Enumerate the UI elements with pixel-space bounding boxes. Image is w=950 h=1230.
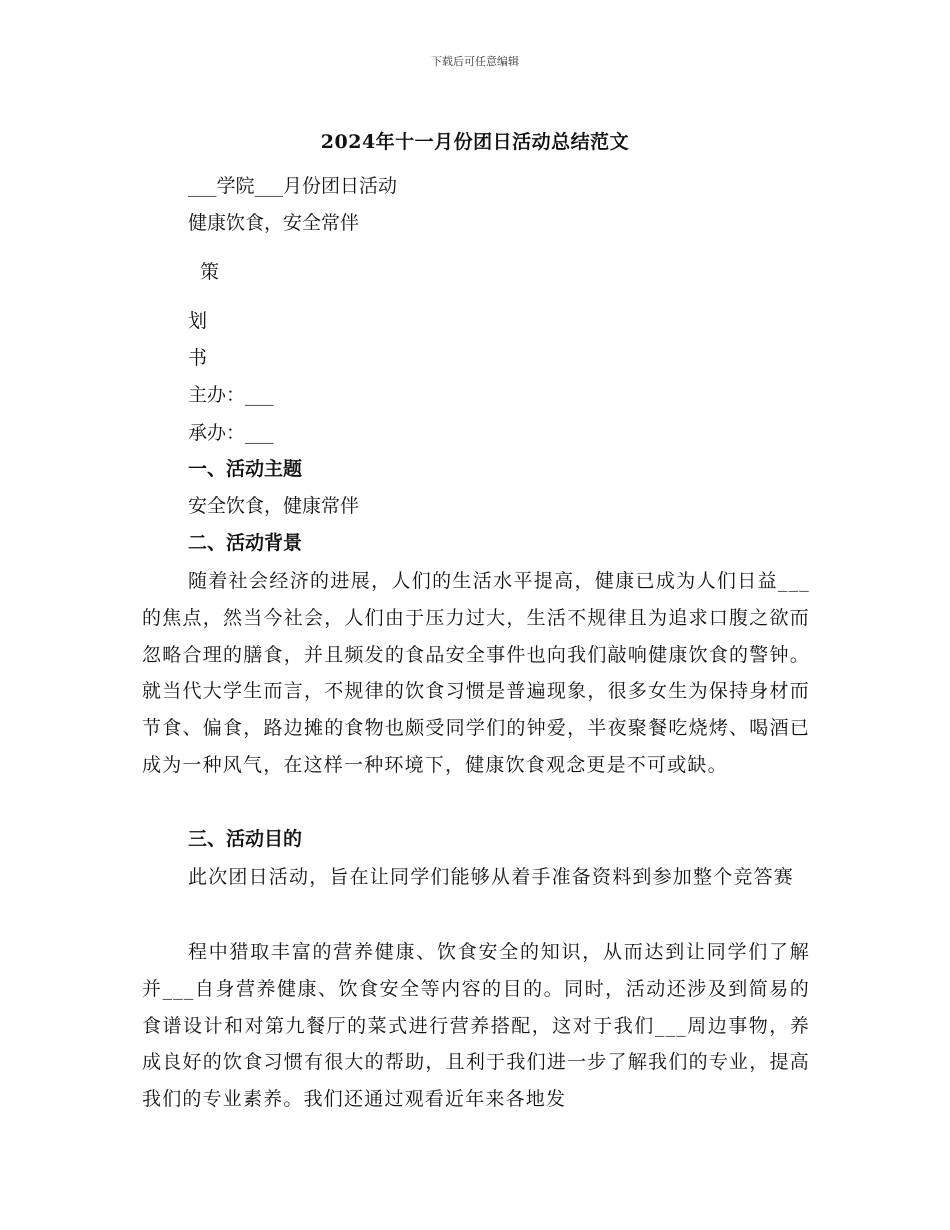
section-body-theme: 安全饮食，健康常伴	[188, 495, 360, 517]
section-body-purpose-part2: 程中猎取丰富的营养健康、饮食安全的知识，从而达到让同学们了解并___自身营养健康、饮食安全等内容的目的。同时，活动还涉及到简易的食谱设计和对第九餐厅的菜式进行营养搭配，这对于我们___周边事物，养成良好的饮食习惯有很大的帮助，且利于我们进一步了解我们的专业，提高我们的专业素养。我们还通过观看近年来各地发	[142, 941, 810, 1111]
section-heading-theme: 一、活动主题	[188, 458, 303, 480]
section-heading-purpose: 三、活动目的	[188, 828, 303, 850]
plan-char-ce: 策	[200, 261, 220, 283]
college-activity-line: ___学院___月份团日活动	[188, 175, 398, 197]
header-note: 下载后可任意编辑	[431, 55, 519, 68]
plan-char-hua: 划	[188, 310, 208, 332]
section-body-purpose-part1: 此次团日活动，旨在让同学们能够从着手准备资料到参加整个竞答赛	[188, 866, 795, 888]
page-title: 2024年十一月份团日活动总结范文	[320, 131, 630, 153]
section-body-background: 随着社会经济的进展，人们的生活水平提高，健康已成为人们日益___的焦点，然当今社会，人们由于压力过大，生活不规律且为追求口腹之欲而忽略合理的膳食，并且频发的食品安全事件也向我们敲响健康饮食的警钟。就当代大学生而言，不规律的饮食习惯是普遍现象，很多女生为保持身材而节食、偏食，路边摊的食物也颇受同学们的钟爱，半夜聚餐吃烧烤、喝酒已成为一种风气，在这样一种环境下，健康饮食观念更是不可或缺。	[142, 570, 810, 776]
plan-char-shu: 书	[188, 347, 208, 369]
section-heading-background: 二、活动背景	[188, 532, 303, 554]
co-organizer-line: 承办：___	[188, 422, 274, 444]
organizer-line: 主办：___	[188, 384, 274, 406]
slogan-line: 健康饮食，安全常伴	[188, 212, 360, 234]
